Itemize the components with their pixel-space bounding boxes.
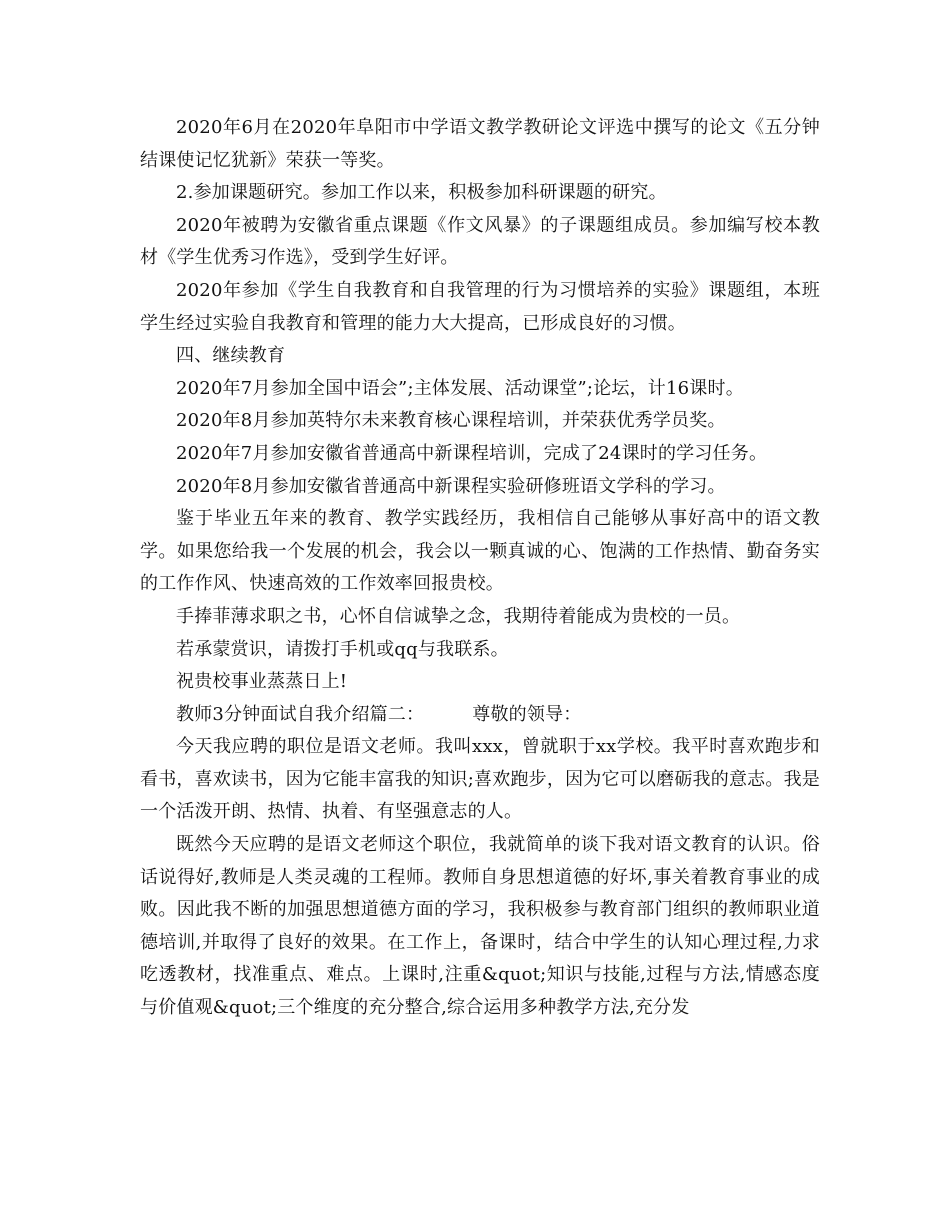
paragraph-teaching-view: 既然今天应聘的是语文老师这个职位，我就简单的谈下我对语文教育的认识。俗话说得好,教师是人类灵魂的工程师。教师自身思想道德的好坏,事关着教育事业的成败。因此我不断的加强思想道德方面的学习，我积极参与教育部门组织的教师职业道德培训,并取得了良好的效果。在工作上，备课时，结合中学生的认知心理过程,力求吃透教材，找准重点、难点。上课时,注重&quot;知识与技能,过程与方法,情感态度与价值观&quot;三个维度的充分整合,综合运用多种教学方法,充分发 — [140, 834, 820, 1019]
section-heading: 教师3分钟面试自我介绍篇二： — [176, 703, 425, 725]
paragraph-research: 2.参加课题研究。参加工作以来，积极参加科研课题的研究。 — [176, 182, 667, 204]
paragraph-closing-wish: 手捧菲薄求职之书，心怀自信诚挚之念，我期待着能成为贵校的一员。 — [176, 605, 741, 627]
paragraph-contact: 若承蒙赏识，请拨打手机或qq与我联系。 — [176, 638, 509, 660]
paragraph-training-1: 2020年7月参加全国中语会”;主体发展、活动课堂”;论坛，计16课时。 — [176, 377, 744, 399]
paragraph-training-4: 2020年8月参加安徽省普通高中新课程实验研修班语文学科的学习。 — [176, 475, 726, 497]
paragraph-training-3: 2020年7月参加安徽省普通高中新课程培训，完成了24课时的学习任务。 — [176, 442, 768, 464]
paragraph-paper-award: 2020年6月在2020年阜阳市中学语文教学教研论文评选中撰写的论文《五分钟结课使记忆犹新》荣获一等奖。 — [140, 117, 820, 171]
paragraph-subproject: 2020年被聘为安徽省重点课题《作文风暴》的子课题组成员。参加编写校本教材《学生优秀习作选》，受到学生好评。 — [140, 214, 820, 269]
salutation: 尊敬的领导： — [472, 703, 582, 725]
paragraph-training-2: 2020年8月参加英特尔未来教育核心课程培训，并荣获优秀学员奖。 — [176, 410, 726, 432]
paragraph-experiment: 2020年参加《学生自我教育和自我管理的行为习惯培养的实验》课题组，本班学生经过实验自我教育和管理的能力大大提高，已形成良好的习惯。 — [140, 279, 820, 334]
section-heading-continuing-education: 四、继续教育 — [176, 345, 286, 367]
paragraph-blessing: 祝贵校事业蒸蒸日上! — [176, 671, 348, 693]
section-two-heading-line — [140, 699, 820, 732]
document-body — [140, 112, 820, 1025]
paragraph-closing-statement: 鉴于毕业五年来的教育、教学实践经历，我相信自己能够从事好高中的语文教学。如果您给我一个发展的机会，我会以一颗真诚的心、饱满的工作热情、勤奋务实的工作作风、快速高效的工作效率回报贵校。 — [140, 508, 820, 595]
paragraph-self-intro: 今天我应聘的职位是语文老师。我叫xxx，曾就职于xx学校。我平时喜欢跑步和看书，喜欢读书，因为它能丰富我的知识;喜欢跑步，因为它可以磨砺我的意志。我是一个活泼开朗、热情、执着、有坚强意志的人。 — [140, 736, 820, 823]
